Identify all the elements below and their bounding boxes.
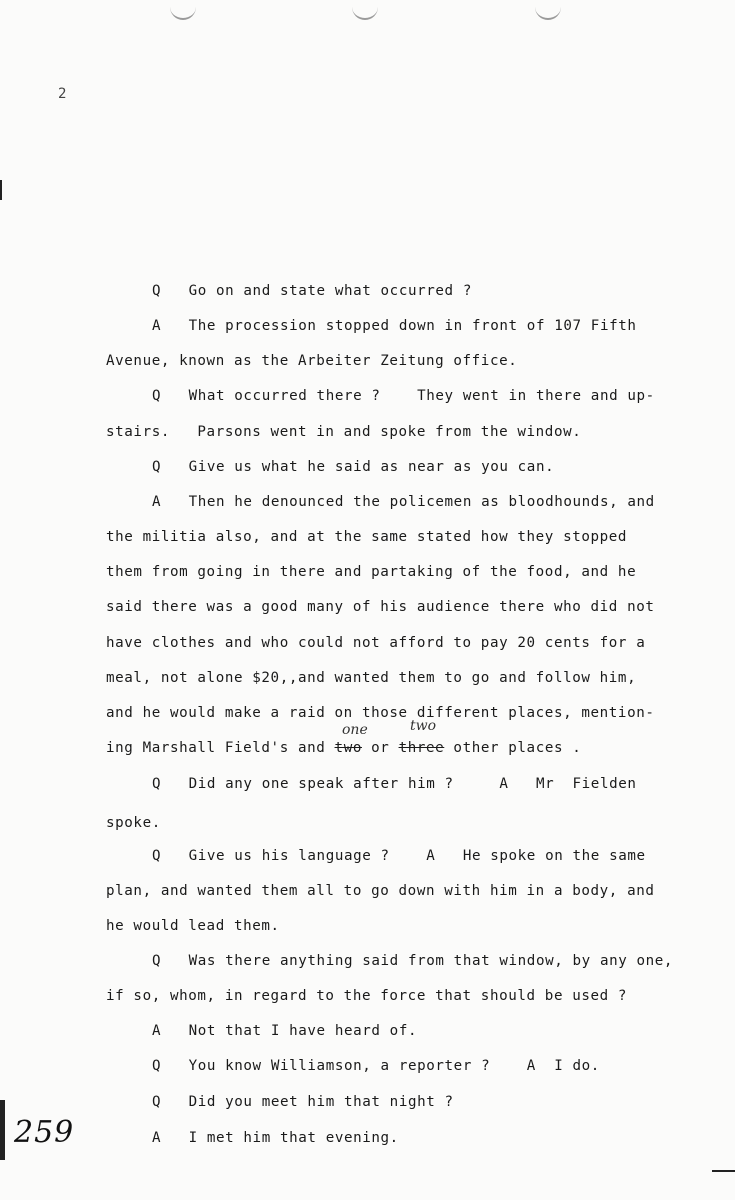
transcript-line: Q Did you meet him that night ?	[152, 1094, 454, 1110]
handwritten-margin-number: 259	[14, 1115, 75, 1150]
struck-word: two	[334, 740, 362, 756]
transcript-line: Avenue, known as the Arbeiter Zeitung office.	[106, 353, 518, 369]
transcript-line: Q Did any one speak after him ? A Mr Fielden	[152, 776, 637, 792]
transcript-line-with-edits	[106, 740, 581, 756]
transcript-line: the militia also, and at the same stated how they stopped	[106, 529, 628, 545]
edge-mark	[0, 1100, 5, 1160]
transcript-line: A Not that I have heard of.	[152, 1023, 418, 1039]
transcript-line: stairs. Parsons went in and spoke from the window.	[106, 424, 582, 440]
transcript-line: Q Give us his language ? A He spoke on the same	[152, 848, 646, 864]
transcript-line: Q What occurred there ? They went in there and up-	[152, 388, 655, 404]
handwritten-insert: one	[342, 722, 368, 738]
transcript-line: A I met him that evening.	[152, 1130, 399, 1146]
transcript-line: them from going in there and partaking of the food, and he	[106, 564, 637, 580]
transcript-line: Q You know Williamson, a reporter ? A I do.	[152, 1058, 600, 1074]
punch-hole-left	[170, 0, 196, 20]
transcript-line: if so, whom, in regard to the force that should be used ?	[106, 988, 628, 1004]
transcript-line: Q Was there anything said from that window, by any one,	[152, 953, 674, 969]
transcript-line: meal, not alone $20,,and wanted them to go and follow him,	[106, 670, 637, 686]
transcript-line: have clothes and who could not afford to pay 20 cents for a	[106, 635, 646, 651]
transcript-line: Q Give us what he said as near as you can.	[152, 459, 555, 475]
transcript-line: A Then he denounced the policemen as bloodhounds, and	[152, 494, 655, 510]
transcript-line: A The procession stopped down in front of 107 Fifth	[152, 318, 637, 334]
edit-line-prefix: ing Marshall Field's and	[106, 740, 335, 756]
punch-hole-right	[535, 0, 561, 20]
transcript-line: Q Go on and state what occurred ?	[152, 283, 472, 299]
punch-hole-center	[352, 0, 378, 20]
edge-mark	[0, 180, 2, 200]
page-number: 2	[58, 86, 67, 102]
transcript-line: said there was a good many of his audience there who did not	[106, 599, 655, 615]
transcript-line: plan, and wanted them all to go down with him in a body, and	[106, 883, 655, 899]
edit-line-suffix: other places .	[444, 740, 582, 756]
transcript-line: spoke.	[106, 815, 161, 831]
edge-mark	[712, 1170, 735, 1172]
edit-line-middle: or	[361, 740, 399, 756]
transcript-line: he would lead them.	[106, 918, 280, 934]
struck-word: three	[398, 740, 445, 756]
handwritten-insert: two	[410, 718, 437, 734]
transcript-line: and he would make a raid on those different places, mention-	[106, 705, 655, 721]
